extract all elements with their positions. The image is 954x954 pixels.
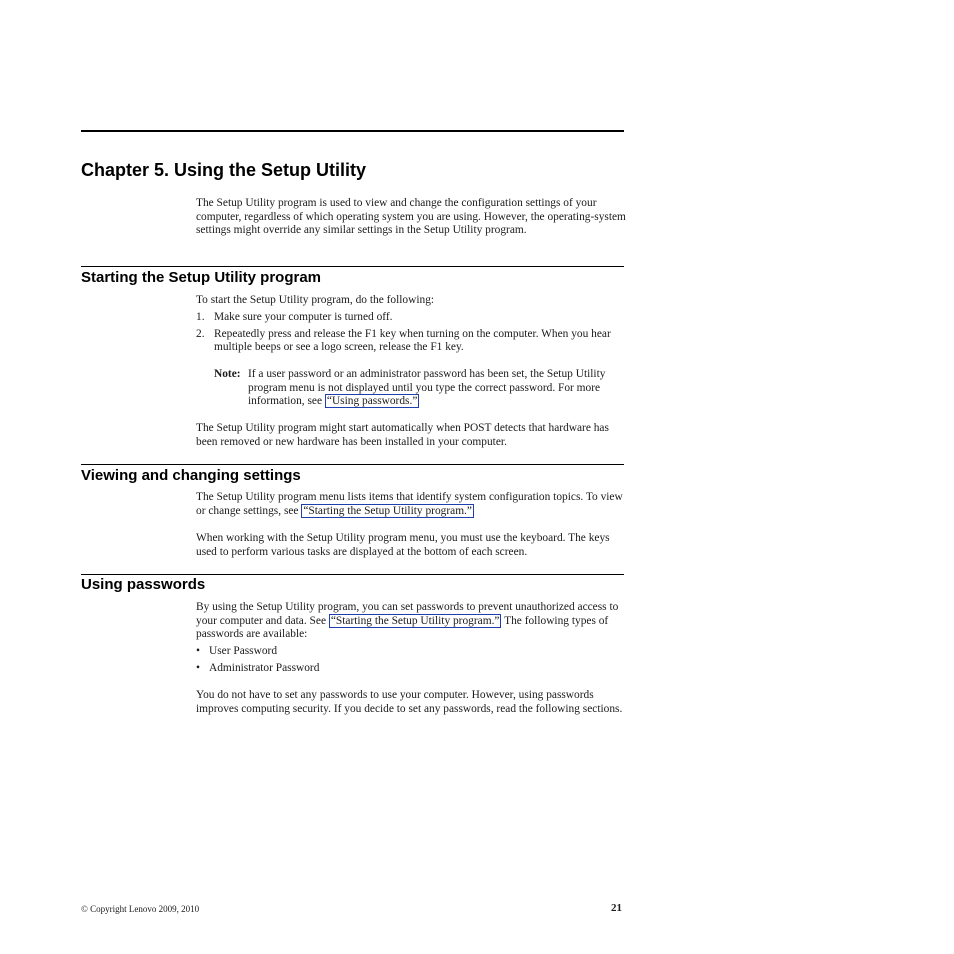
- section-heading-passwords: Using passwords: [81, 576, 206, 593]
- password-type: User Password: [209, 645, 278, 657]
- section-rule-starting: [81, 266, 624, 267]
- viewing-p2-text: When working with the Setup Utility program menu, you must use the keyboard. The keys used to perform various tasks are displayed at the bottom of each screen.: [196, 532, 610, 558]
- viewing-p1: [196, 491, 626, 518]
- page-number: 21: [611, 902, 622, 914]
- list-item: [196, 328, 626, 355]
- note-text: If a user password or an administrator password has been set, the Setup Utility program menu is not displayed until you type the correct password. For more information, see: [248, 368, 606, 408]
- step-text: Make sure your computer is turned off.: [214, 311, 393, 323]
- password-type: Administrator Password: [209, 661, 320, 674]
- starting-after-text: The Setup Utility program might start automatically when POST detects that hardware has been removed or new hardware has been installed in your computer.: [196, 422, 609, 448]
- chapter-intro: [196, 197, 626, 238]
- starting-steps: [196, 311, 626, 355]
- step-number: 1.: [196, 311, 205, 323]
- passwords-p2-text: You do not have to set any passwords to use your computer. However, using passwords improves computing security. If you decide to set any passwords, read the following sections.: [196, 689, 623, 715]
- section-heading-viewing: Viewing and changing settings: [81, 467, 301, 484]
- bullet: •: [196, 661, 200, 674]
- section-heading-starting: Starting the Setup Utility program: [81, 269, 322, 286]
- passwords-p1-after: The following types of passwords are available:: [196, 614, 609, 641]
- starting-setup-link-2[interactable]: “Starting the Setup Utility program.”: [330, 614, 500, 627]
- intro-paragraph: The Setup Utility program is used to view and change the configuration settings of your computer, regardless of which operating system you are using. However, the operating-system settings might override any similar settings in the Setup Utility program.: [196, 197, 626, 237]
- passwords-p2: [196, 689, 626, 716]
- starting-lead-text: To start the Setup Utility program, do the following:: [196, 294, 435, 306]
- step-number: 2.: [196, 327, 205, 340]
- list-item: [196, 645, 626, 659]
- step-text: Repeatedly press and release the F1 key when turning on the computer. When you hear multiple beeps or see a logo screen, release the F1 key.: [214, 327, 611, 354]
- note-label: Note:: [214, 368, 241, 380]
- section-rule-viewing: [81, 464, 624, 465]
- viewing-p2: [196, 532, 626, 559]
- copyright-footer: © Copyright Lenovo 2009, 2010: [81, 904, 200, 914]
- chapter-title: Chapter 5. Using the Setup Utility: [81, 160, 367, 180]
- passwords-p1-text: By using the Setup Utility program, you can set passwords to prevent unauthorized access to your computer and data. See: [196, 601, 619, 627]
- list-item: [196, 662, 626, 676]
- password-types-list: [196, 645, 626, 675]
- starting-lead: [196, 294, 626, 308]
- chapter-top-rule: [81, 130, 624, 132]
- viewing-p1-text: The Setup Utility program menu lists items that identify system configuration topics. To view or change settings, see: [196, 491, 623, 517]
- bullet: •: [196, 645, 200, 657]
- starting-after: [196, 422, 626, 449]
- section-rule-passwords: [81, 574, 624, 575]
- passwords-p1: [196, 601, 626, 642]
- list-item: [196, 311, 626, 325]
- note-block: [214, 368, 624, 409]
- note-text-block: [248, 368, 624, 409]
- using-passwords-link[interactable]: “Using passwords.”: [326, 395, 418, 408]
- starting-setup-link[interactable]: “Starting the Setup Utility program.”: [303, 504, 472, 517]
